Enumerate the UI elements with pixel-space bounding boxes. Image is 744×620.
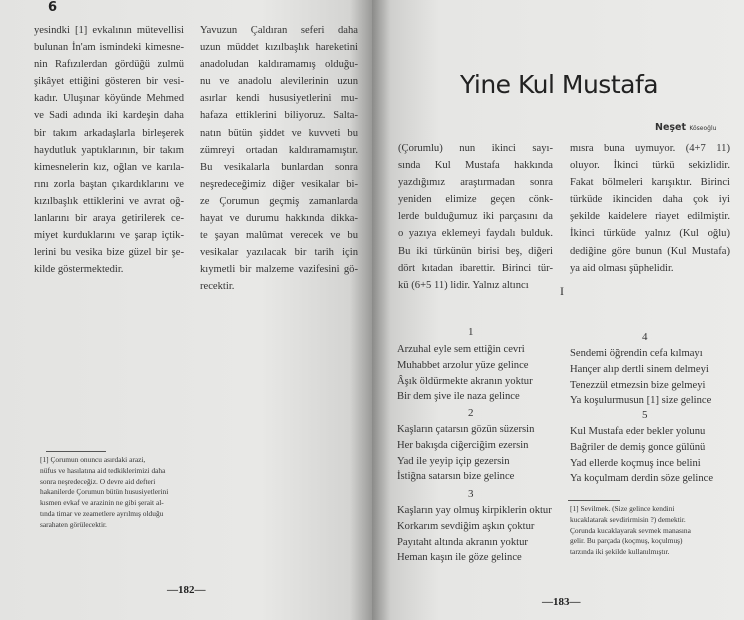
text-line: (Çorumlu) nun ikinci sayı- <box>398 143 553 154</box>
text-line: tarzında iki şekilde kullanılmıştır. <box>570 547 670 557</box>
text-line: kızılbaşlık ettiklerini ve avrat oğ- <box>34 195 184 207</box>
author-name: Neşet <box>655 122 687 133</box>
verse-line: Tenezzül etmezsin bize gelmeyi <box>570 379 706 391</box>
stanza <box>397 342 533 405</box>
page-number-left: —182— <box>167 584 206 596</box>
stanza <box>397 503 552 566</box>
text-line: zümreyi ortadan kaldıramamıştır. <box>200 144 358 156</box>
verse-line: Kaşların yay olmuş kirpiklerin oktur <box>397 505 552 516</box>
right-page <box>372 0 744 620</box>
text-line: Bu iki türkünün birisi beş, diğeri <box>398 245 553 257</box>
text-line: ve Sadi adında iki kardeşin daha <box>34 110 184 122</box>
text-line: dediğine göre bunun (Kul Mustafa) <box>570 245 730 257</box>
text-line: tında timar ve zeametlere ayrılmış olduğu <box>40 508 164 518</box>
stanza-number: 4 <box>642 331 648 343</box>
text-line: sarahaten görülecektir. <box>40 519 107 529</box>
text-line: recektir. <box>200 281 235 293</box>
text-line: mısra buna uymuyor. (4+7 11) <box>570 143 730 154</box>
verse-line: Kul Mustafa eder bekler yolunu <box>570 426 706 437</box>
footnote-rule <box>568 500 620 501</box>
text-line: hayat ve durumu hakkında dikka- <box>200 213 358 225</box>
text-line: anadoludan kaldıramamış olduğu- <box>200 59 358 71</box>
stanza <box>570 346 711 409</box>
text-line: lerde bulduğumuz iki parçasını da <box>398 211 553 223</box>
text-line: te şayan malûmat verecek ve bu <box>200 230 358 242</box>
text-line: bulunan İn'am ismindeki kimesne- <box>34 42 184 54</box>
text-line: bir takım arkadaşlarla birleşerek <box>34 127 184 139</box>
text-line: kü (6+5 11) lidir. Yalnız altıncı <box>398 279 529 291</box>
text-line: nin Rafızılerdan gördüğü zulmü <box>34 59 184 71</box>
text-line: şikâyet ettiğini gösteren bir vesi- <box>34 76 184 88</box>
text-line: haydutluk yaptıklarının, bir takım <box>34 144 184 156</box>
verse-line: İstiğna satarsın bize gelince <box>397 471 515 483</box>
text-line: sında Kul Mustafa hakkında <box>398 160 553 172</box>
stanza <box>397 422 534 485</box>
text-line: uzun müddet kızılbaşlık hareketini <box>200 42 358 54</box>
text-line: ze Çorumun geçmiş zamanlarda <box>200 195 358 207</box>
text-line: Fakat bölmeleri karışıktır. Birinci <box>570 177 730 189</box>
page-number-right: —183— <box>542 596 581 608</box>
verse-line: Heman kaşın ile göze gelince <box>397 552 522 564</box>
text-column-a <box>34 22 184 278</box>
text-line: türküde ikinciden daha çok iyi <box>570 194 730 206</box>
footnote-right <box>570 504 735 558</box>
verse-line: Muhabbet arzolur yüze gelince <box>397 359 529 371</box>
text-line: kadır. Uluşınar köyünde Mehmed <box>34 93 184 105</box>
text-line: Bu vesikalarla bunlardan sonra <box>200 161 358 173</box>
text-line: asırlar kendi hususiyetlerini mu- <box>200 93 358 105</box>
text-line: yesindki [1] evkalının mütevellisi <box>34 25 184 36</box>
stanza-number: 5 <box>642 409 648 421</box>
text-line: lanlarını bir araya getirilerek ce- <box>34 213 184 225</box>
verse-line: Payıtaht altında akranın yoktur <box>397 536 528 548</box>
text-line: rını zorla baştan çıkardıklarını ve <box>34 178 184 190</box>
section-marker: I <box>560 284 564 298</box>
text-line: Çorunda kucaklayarak sevmek manasına <box>570 525 691 535</box>
page-marker: 6 <box>48 0 58 15</box>
footnote-left <box>40 455 190 531</box>
text-line: gelir. Bu parçada (koçmuş, koçulmuş) <box>570 536 683 546</box>
text-line: sonra neşredeceğiz. O devre aid defteri <box>40 476 156 486</box>
verse-line: Âşık öldürmekte akranın yoktur <box>397 375 533 387</box>
stanza-number: 1 <box>468 326 474 338</box>
verse-line: Arzuhal eyle sem ettiğin cevri <box>397 344 525 355</box>
text-line: miyet kurduklarını ve şarap içtik- <box>34 230 184 242</box>
intro-column-c <box>398 140 553 294</box>
verse-line: Yad ellerde koçmuş ince belini <box>570 457 701 469</box>
text-line: kimesnelerin kız, oğlan ve karıla- <box>34 161 184 173</box>
verse-line: Her bakışda ciğerciğim ezersin <box>397 439 529 451</box>
text-line: hafaza ettiklerini biliyoruz. Salta- <box>200 110 358 122</box>
text-line: oluyor. İkinci türkü sekizlidir. <box>570 160 730 172</box>
text-line: lerini bu vesika bize güzel bir şe- <box>34 247 184 259</box>
verse-line: Kaşların çatarsın gözün süzersin <box>397 424 535 435</box>
stanza-number: 3 <box>468 488 474 500</box>
verse-line: Yad ile yeyip içip gezersin <box>397 455 510 467</box>
stanza <box>570 424 713 487</box>
verse-line: Hançer alıp dertli sinem delmeyi <box>570 363 709 375</box>
article-title: Yine Kul Mustafa <box>460 70 659 99</box>
text-line: nu ve anadolu alevilerinin uzun <box>200 76 358 88</box>
footnote-rule <box>46 451 106 452</box>
text-line: [1] Çorumun onuncu asırdaki arazi, <box>40 455 146 464</box>
text-line: kilde göstermektedir. <box>34 264 124 276</box>
text-line: vesikalar yazılacak bir tarih için <box>200 247 358 259</box>
verse-line: Ya koşulurmusun [1] size gelince <box>570 395 712 407</box>
text-line: dört kıtadan ibarettir. Birinci tür- <box>398 262 553 274</box>
verse-line: Bağriler de demiş gonce gülünü <box>570 441 706 453</box>
text-line: hakanilerde Çorumun bütün hususiyetlerini <box>40 487 169 497</box>
verse-line: Bir dem şive ile naza gelince <box>397 391 520 403</box>
text-line: neşredeceğimiz diğer vesikalar bi- <box>200 178 358 190</box>
verse-line: Sendemi öğrendin cefa kılmayı <box>570 348 703 359</box>
text-line: şekilde kaidelere riayet edilmiştir. <box>570 211 730 223</box>
text-line: kucaklatarak sevdirirmisin ?) demektir. <box>570 514 686 524</box>
article-author <box>655 122 716 133</box>
text-line: kısmen evkaf ve arazinin ne gibi şerait al- <box>40 498 164 508</box>
text-line: yazdığımız araştırmadan sonra <box>398 177 553 189</box>
text-line: natın bütün şiddet ve kuvveti bu <box>200 127 358 139</box>
author-surname: Köseoğlu <box>689 125 717 132</box>
verse-line: Ya koçulmam derdin söze gelince <box>570 473 714 485</box>
verse-line: Korkarım sevdiğim aşkın çoktur <box>397 520 535 532</box>
text-line: İkinci türküde yalnız (Kul oğlu) <box>570 228 730 240</box>
text-line: yeniden elimize geçen cönk- <box>398 194 553 206</box>
text-column-b <box>200 22 358 296</box>
stanza-number: 2 <box>468 407 474 419</box>
text-line: [1] Sevilmek. (Size gelince kendini <box>570 504 675 513</box>
text-line: Yavuzun Çaldıran seferi daha <box>200 25 358 36</box>
text-line: o yazıya eklemeyi faydalı bulduk. <box>398 228 553 240</box>
text-line: nüfus ve hasılatına aid tedkiklerimizi daha <box>40 465 166 475</box>
text-line: ya aid olması şüphelidir. <box>570 262 674 274</box>
intro-column-d <box>570 140 730 277</box>
text-line: kıymetli bir malzeme vazifesini gö- <box>200 264 358 276</box>
